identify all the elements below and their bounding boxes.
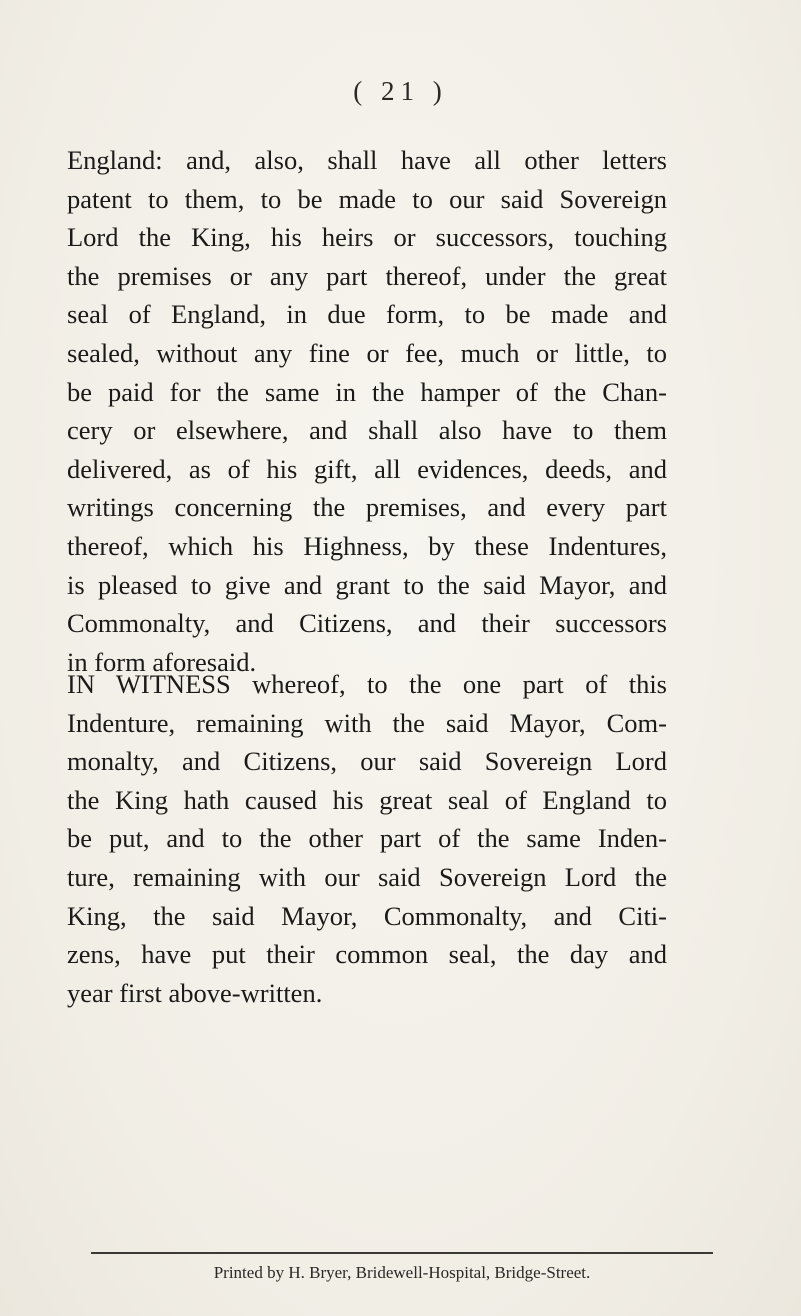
footer-rule [91,1252,713,1254]
text-line: Commonalty, and Citizens, and their successors [67,608,667,639]
text-line: zens, have put their common seal, the day and [67,939,667,970]
paragraph-2 [67,665,667,1012]
text-line: IN WITNESS whereof, to the one part of this [67,669,667,699]
text-line: monalty, and Citizens, our said Sovereign Lord [67,746,667,777]
text-line: Indenture, remaining with the said Mayor, Com- [67,707,667,738]
text-line: cery or elsewhere, and shall also have to them [67,415,667,446]
text-line: King, the said Mayor, Commonalty, and Citi- [67,900,667,931]
text-line: delivered, as of his gift, all evidences, deeds, and [67,453,667,484]
printer-imprint: Printed by H. Bryer, Bridewell-Hospital, Bridge-Street. [213,1263,591,1282]
text-line: England: and, also, shall have all other letters [67,145,667,175]
text-line: Lord the King, his heirs or successors, touching [67,222,667,253]
page-number: ( 21 ) [353,76,448,106]
text-line: ture, remaining with our said Sovereign Lord the [67,861,667,892]
text-line: year first above-written. [67,977,323,1008]
text-line: the premises or any part thereof, under the great [67,260,667,291]
text-line: be put, and to the other part of the same Inden- [67,823,667,854]
text-line: sealed, without any fine or fee, much or little, to [67,337,667,368]
text-line: writings concerning the premises, and every part [67,492,667,523]
paragraph-1 [67,141,667,681]
text-line: is pleased to give and grant to the said Mayor, and [67,569,667,600]
text-line: thereof, which his Highness, by these Indentures, [67,530,667,561]
text-line: in form aforesaid. [67,646,257,677]
text-line: be paid for the same in the hamper of the Chan- [67,376,667,407]
text-line: the King hath caused his great seal of England to [67,784,667,815]
text-line: patent to them, to be made to our said Sovereign [67,183,667,214]
text-line: seal of England, in due form, to be made and [67,299,667,330]
